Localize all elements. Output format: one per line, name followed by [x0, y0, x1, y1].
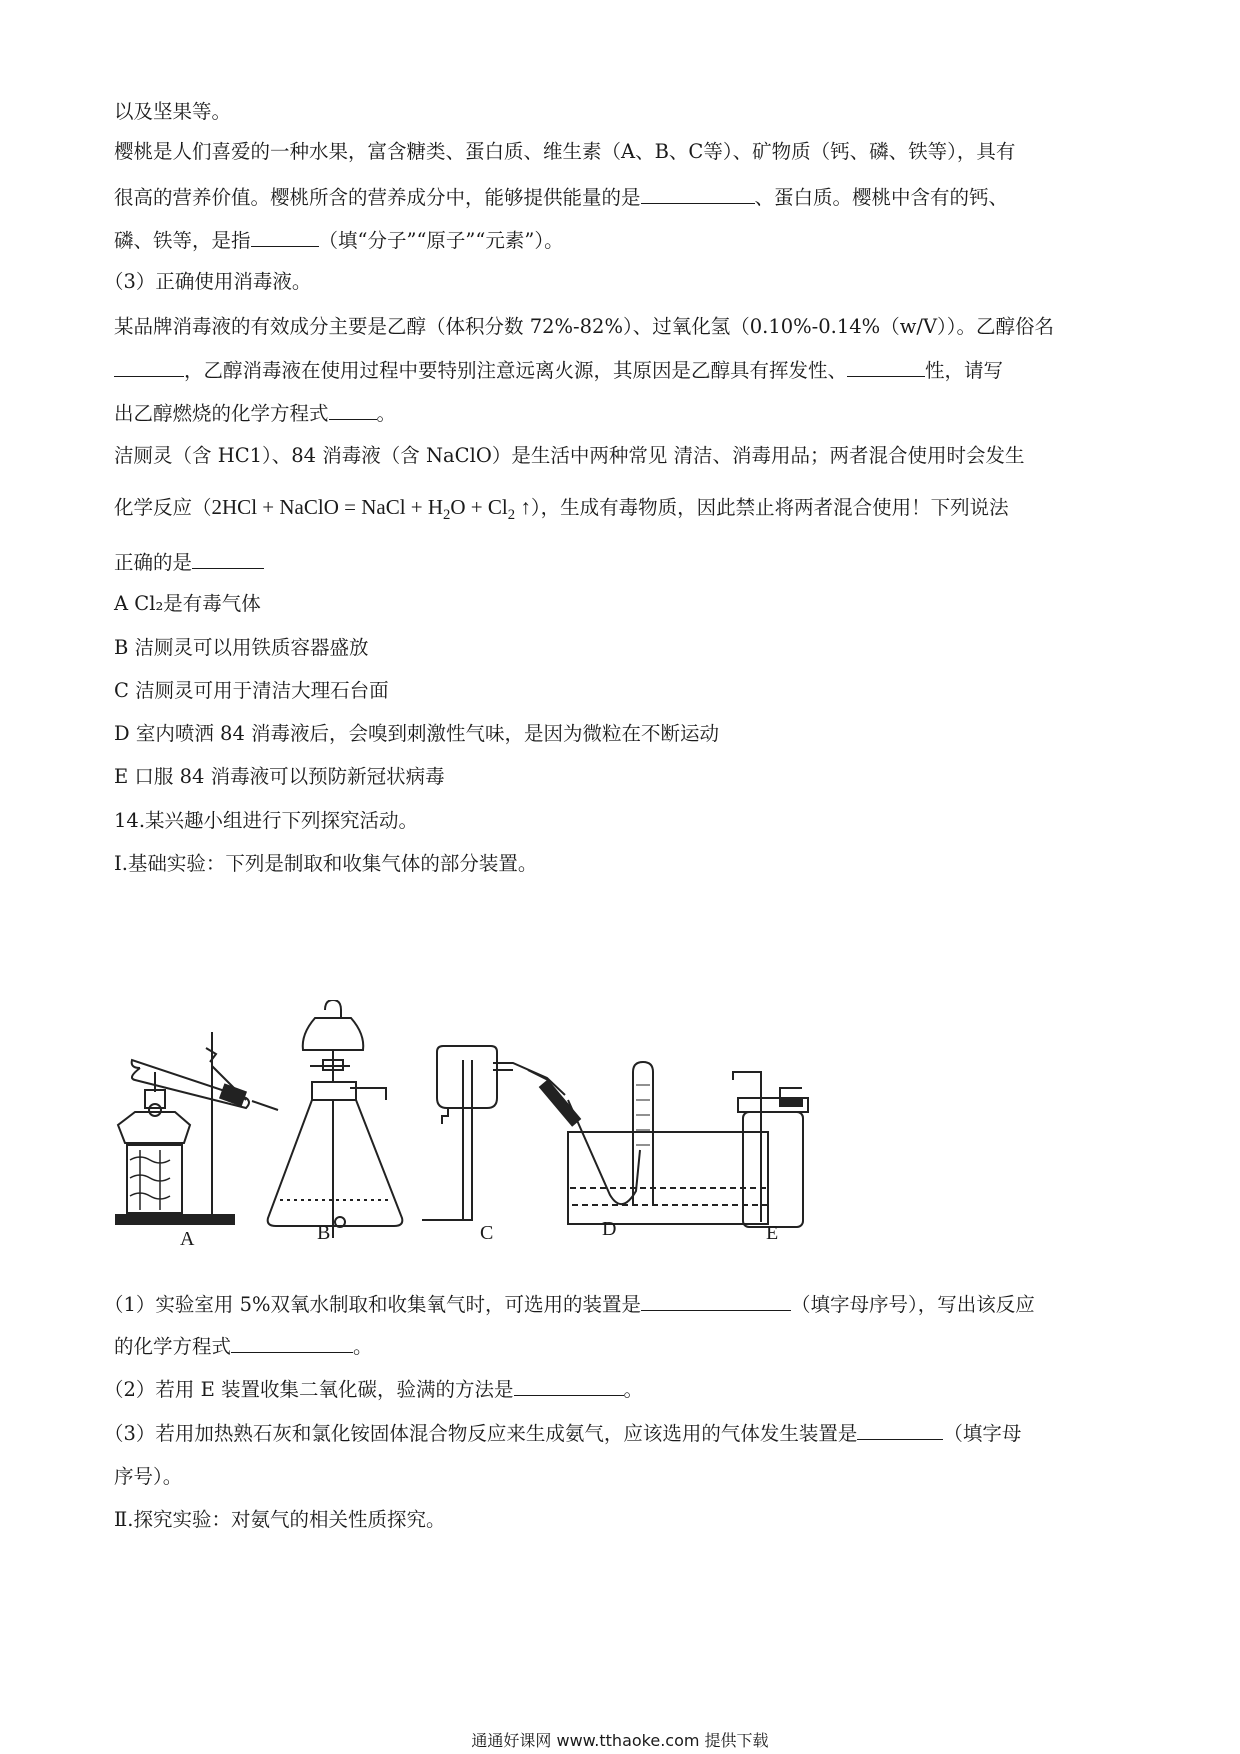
page-footer: 通通好课网 www.tthaoke.com 提供下载	[471, 1731, 769, 1750]
answer-blank	[514, 1375, 624, 1396]
text-line: 序号）。	[114, 1465, 183, 1488]
option-c: C 洁厕灵可用于清洁大理石台面	[114, 679, 389, 702]
answer-blank	[641, 1290, 791, 1311]
text-line: 磷、铁等，是指 （填“分子”“原子”“元素”）。	[114, 226, 564, 255]
chemical-equation: 2HCl + NaClO = NaCl + $H_2O + Cl_2$ ↑	[211, 495, 531, 524]
answer-blank	[329, 399, 377, 420]
answer-blank	[251, 226, 319, 247]
answer-blank	[847, 356, 925, 377]
text-line: 某品牌消毒液的有效成分主要是乙醇（体积分数 72%-82%）、过氧化氢（0.10%-0.14%（w/V））。乙醇俗名	[114, 315, 1055, 338]
section-heading: I.基础实验：下列是制取和收集气体的部分装置。	[114, 852, 538, 875]
label-a: A	[180, 1228, 195, 1250]
answer-blank	[857, 1419, 943, 1440]
label-d: D	[602, 1218, 617, 1240]
option-a: A Cl₂是有毒气体	[114, 592, 261, 615]
text-line: （1）实验室用 5%双氧水制取和收集氧气时，可选用的装置是 （填字母序号），写出该反应	[104, 1290, 1035, 1319]
apparatus-figure	[100, 1000, 820, 1240]
apparatus-d	[493, 1062, 768, 1224]
question-heading: 14.某兴趣小组进行下列探究活动。	[114, 809, 419, 832]
apparatus-e	[733, 1072, 808, 1227]
answer-blank	[114, 356, 184, 377]
label-e: E	[766, 1222, 779, 1244]
text-line: （2）若用 E 装置收集二氧化碳，验满的方法是 。	[104, 1375, 643, 1404]
label-c: C	[480, 1222, 494, 1244]
text-line: 正确的是	[114, 548, 264, 577]
text-line: 洁厕灵（含 HC1）、84 消毒液（含 NaClO）是生活中两种常见 清洁、消毒用品；两者混合使用时会发生	[114, 444, 1025, 467]
text-line: 樱桃是人们喜爱的一种水果，富含糖类、蛋白质、维生素（A、B、C等）、矿物质（钙、磷、铁等），具有	[114, 140, 1016, 163]
text-line: 很高的营养价值。樱桃所含的营养成分中，能够提供能量的是 、蛋白质。樱桃中含有的钙、	[114, 183, 1008, 212]
option-d: D 室内喷洒 84 消毒液后，会嗅到刺激性气味，是因为微粒在不断运动	[114, 722, 720, 745]
apparatus-c	[422, 1046, 497, 1220]
option-b: B 洁厕灵可以用铁质容器盛放	[114, 636, 369, 659]
answer-blank	[641, 183, 755, 204]
text-line: 的化学方程式 。	[114, 1332, 373, 1361]
text-line: ，乙醇消毒液在使用过程中要特别注意远离火源，其原因是乙醇具有挥发性、 性，请写	[114, 356, 1003, 385]
text-line: 以及坚果等。	[114, 100, 232, 123]
text-line: （3）若用加热熟石灰和氯化铵固体混合物反应来生成氨气，应该选用的气体发生装置是 （填字母	[104, 1419, 1021, 1448]
equation-line: 化学反应（2HCl + NaClO = NaCl + $H_2O + Cl_2$ ↑），生成有毒物质，因此禁止将两者混合使用！下列说法	[114, 495, 1009, 524]
apparatus-b	[268, 1000, 403, 1238]
label-b: B	[317, 1222, 331, 1244]
option-e: E 口服 84 消毒液可以预防新冠状病毒	[114, 765, 445, 788]
text-line: 出乙醇燃烧的化学方程式 。	[114, 399, 396, 428]
answer-blank	[192, 548, 264, 569]
answer-blank	[231, 1332, 353, 1353]
apparatus-a	[116, 1032, 278, 1224]
section-heading: Ⅱ.探究实验：对氨气的相关性质探究。	[114, 1508, 446, 1531]
subquestion-heading: （3）正确使用消毒液。	[104, 270, 312, 293]
